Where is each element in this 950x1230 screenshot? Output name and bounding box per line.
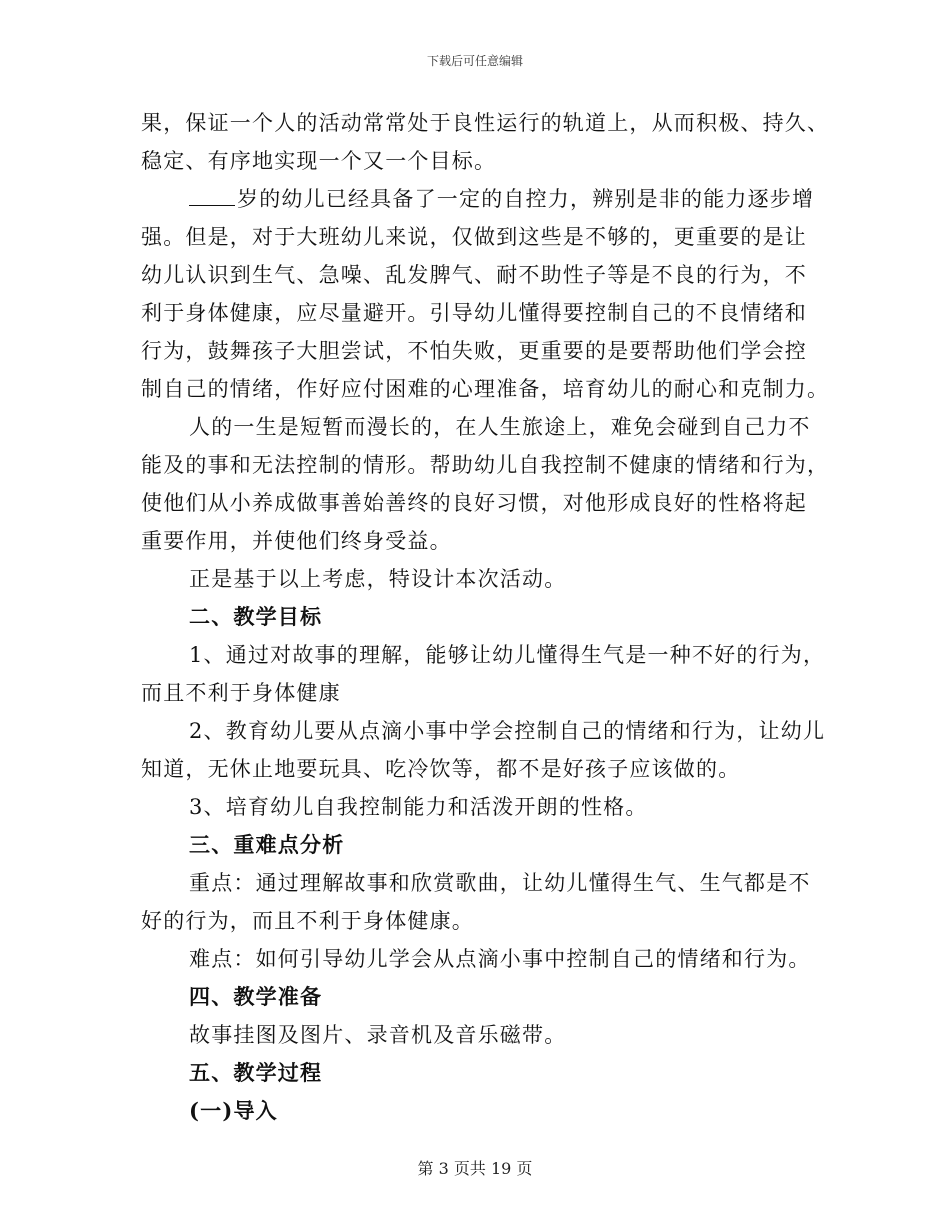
key-point-continued: 好的行为，而且不利于身体健康。 (141, 909, 474, 933)
section-heading: 五、教学过程 (189, 1060, 323, 1085)
page-footer: 第 3 页共 19 页 (417, 1159, 533, 1178)
fill-in-blank (189, 181, 235, 206)
goal-item: 1、通过对故事的理解，能够让幼儿懂得生气是一种不好的行为， (189, 643, 826, 667)
paragraph-line: 果，保证一个人的活动常常处于良性运行的轨道上，从而积极、持久、 (141, 111, 830, 135)
difficulty-point: 难点：如何引导幼儿学会从点滴小事中控制自己的情绪和行为。 (189, 947, 811, 971)
document-body (141, 104, 830, 1130)
paragraph-line: 能及的事和无法控制的情形。帮助幼儿自我控制不健康的情绪和行为， (141, 453, 830, 477)
paragraph-line: 人的一生是短暂而漫长的，在人生旅途上，难免会碰到自己力不 (189, 415, 811, 439)
section-heading: 四、教学准备 (189, 984, 323, 1009)
paragraph-line: 重要作用，并使他们终身受益。 (141, 529, 452, 553)
key-point: 重点：通过理解故事和欣赏歌曲，让幼儿懂得生气、生气都是不 (189, 871, 811, 895)
goal-item: 2、教育幼儿要从点滴小事中学会控制自己的情绪和行为，让幼儿 (189, 719, 826, 743)
paragraph-line (141, 180, 815, 218)
goal-item-continued: 知道，无休止地要玩具、吃冷饮等，都不是好孩子应该做的。 (141, 757, 741, 781)
paragraph-text: 岁的幼儿已经具备了一定的自控力，辨别是非的能力逐步增 (237, 187, 815, 211)
page-header: 下载后可任意编辑 (426, 54, 523, 68)
section-heading: 三、重难点分析 (189, 832, 345, 857)
paragraph-line: 行为，鼓舞孩子大胆尝试，不怕失败，更重要的是要帮助他们学会控 (141, 339, 807, 363)
paragraph-line: 强。但是，对于大班幼儿来说，仅做到这些是不够的，更重要的是让 (141, 225, 807, 249)
paragraph-line: 幼儿认识到生气、急噪、乱发脾气、耐不助性子等是不良的行为，不 (141, 263, 807, 287)
preparation-text: 故事挂图及图片、录音机及音乐磁带。 (189, 1023, 567, 1047)
paragraph-line: 稳定、有序地实现一个又一个目标。 (141, 149, 497, 173)
paragraph-line: 制自己的情绪，作好应付困难的心理准备，培育幼儿的耐心和克制力。 (141, 377, 830, 401)
section-heading: 二、教学目标 (189, 604, 323, 629)
paragraph-line: 使他们从小养成做事善始善终的良好习惯，对他形成良好的性格将起 (141, 491, 807, 515)
paragraph-line: 正是基于以上考虑，特设计本次活动。 (189, 567, 567, 591)
goal-item: 3、培育幼儿自我控制能力和活泼开朗的性格。 (189, 795, 648, 819)
subsection-heading: (一)导入 (189, 1098, 278, 1123)
goal-item-continued: 而且不利于身体健康 (141, 681, 341, 705)
paragraph-line: 利于身体健康，应尽量避开。引导幼儿懂得要控制自己的不良情绪和 (141, 301, 807, 325)
